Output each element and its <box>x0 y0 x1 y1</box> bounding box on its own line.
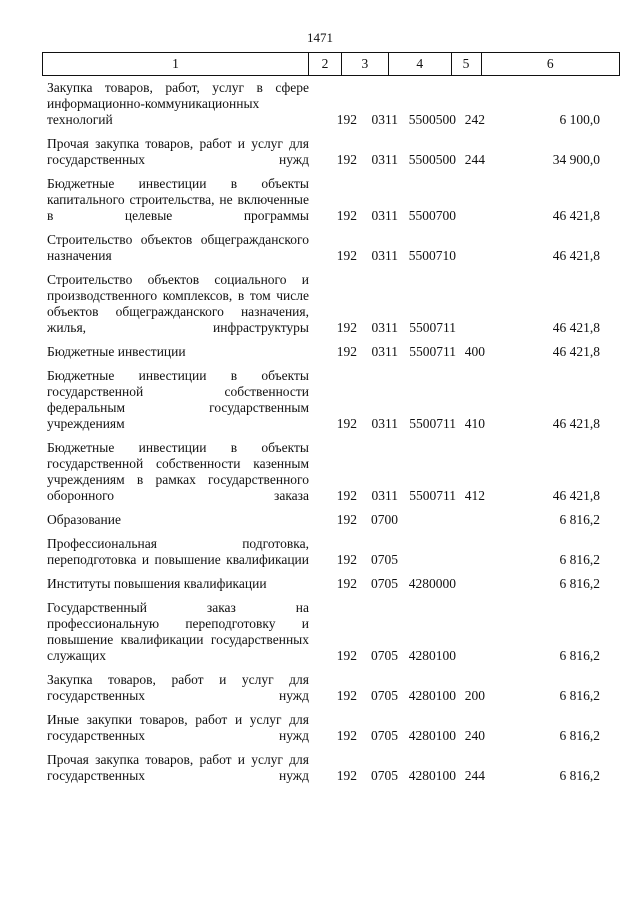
row-col-2: 192 <box>336 416 357 431</box>
table-row <box>47 576 600 592</box>
row-col-2: 192 <box>336 688 357 703</box>
row-col-2: 192 <box>336 768 357 783</box>
row-col-3: 0311 <box>371 152 398 167</box>
row-name: Закупка товаров, работ, услуг в сфере информационно-коммуникационных технологий <box>47 80 309 127</box>
row-col-4: 5500500 <box>408 112 456 127</box>
row-col-3: 0311 <box>371 320 398 335</box>
row-col-6: 46 421,8 <box>552 416 600 431</box>
row-name: Образование <box>47 512 121 527</box>
row-col-6: 34 900,0 <box>552 152 600 167</box>
row-col-5: 240 <box>464 728 485 743</box>
row-col-3: 0311 <box>371 344 398 359</box>
row-col-4: 5500711 <box>409 320 456 335</box>
row-col-2: 192 <box>336 344 357 359</box>
table-body <box>47 80 600 792</box>
row-col-6: 6 816,2 <box>559 768 600 783</box>
table-row <box>47 136 600 168</box>
row-col-6: 6 100,0 <box>559 112 600 127</box>
row-col-2: 192 <box>336 248 357 263</box>
row-col-3: 0311 <box>371 208 398 223</box>
row-col-4: 4280100 <box>408 768 456 783</box>
table-row <box>47 232 600 264</box>
table-row <box>47 536 600 568</box>
row-col-2: 192 <box>336 648 357 663</box>
row-name: Бюджетные инвестиции <box>47 344 186 359</box>
row-name: Прочая закупка товаров, работ и услуг для государственных нужд <box>47 752 309 783</box>
row-col-4: 5500711 <box>409 344 456 359</box>
row-col-3: 0311 <box>371 488 398 503</box>
row-col-5: 400 <box>464 344 485 359</box>
row-col-6: 46 421,8 <box>552 488 600 503</box>
row-col-6: 6 816,2 <box>559 576 600 591</box>
row-col-2: 192 <box>336 576 357 591</box>
row-col-2: 192 <box>336 208 357 223</box>
header-col-6: 6 <box>546 56 554 71</box>
row-col-4: 5500711 <box>409 488 456 503</box>
row-name: Строительство объектов общегражданского назначения <box>47 232 309 263</box>
row-col-3: 0705 <box>371 768 398 783</box>
table-row <box>47 600 600 664</box>
table-row <box>47 512 600 528</box>
row-name: Институты повышения квалификации <box>47 576 267 591</box>
row-col-2: 192 <box>336 488 357 503</box>
table-row <box>47 440 600 504</box>
table-row <box>47 752 600 784</box>
row-col-3: 0705 <box>371 728 398 743</box>
row-name: Профессиональная подготовка, переподготовка и повышение квалификации <box>47 536 309 567</box>
header-col-1: 1 <box>43 53 309 75</box>
row-name: Бюджетные инвестиции в объекты государственной собственности казенным учреждениям в рамках государственного оборонного заказа <box>47 440 309 503</box>
row-name: Прочая закупка товаров, работ и услуг для государственных нужд <box>47 136 309 167</box>
row-col-2: 192 <box>336 320 357 335</box>
table-row <box>47 176 600 224</box>
row-col-5: 244 <box>464 768 485 783</box>
row-col-4: 5500710 <box>408 248 456 263</box>
row-col-5: 242 <box>464 112 485 127</box>
header-col-5: 5 <box>452 53 482 75</box>
row-col-2: 192 <box>336 728 357 743</box>
table-row <box>47 272 600 336</box>
table-row <box>47 344 600 360</box>
row-name: Бюджетные инвестиции в объекты капитального строительства, не включенные в целевые программы <box>47 176 309 223</box>
row-name: Закупка товаров, работ и услуг для государственных нужд <box>47 672 309 703</box>
row-col-6: 46 421,8 <box>552 344 600 359</box>
row-col-3: 0311 <box>371 248 398 263</box>
row-col-4: 4280000 <box>408 576 456 591</box>
row-col-2: 192 <box>336 152 357 167</box>
row-col-3: 0311 <box>371 112 398 127</box>
row-col-2: 192 <box>336 112 357 127</box>
row-col-4: 4280100 <box>408 728 456 743</box>
row-col-6: 6 816,2 <box>559 728 600 743</box>
row-col-6: 6 816,2 <box>559 552 600 567</box>
table-row <box>47 672 600 704</box>
table-row <box>47 80 600 128</box>
row-name: Иные закупки товаров, работ и услуг для государственных нужд <box>47 712 309 743</box>
row-col-3: 0311 <box>371 416 398 431</box>
table-header <box>42 52 620 76</box>
header-col-3: 3 <box>342 53 389 75</box>
row-col-3: 0700 <box>371 512 398 527</box>
row-col-4: 5500700 <box>408 208 456 223</box>
row-name: Государственный заказ на профессиональную переподготовку и повышение квалификации государственных служащих <box>47 600 309 663</box>
table-row <box>47 368 600 432</box>
row-col-6: 6 816,2 <box>559 512 600 527</box>
row-col-2: 192 <box>336 512 357 527</box>
row-col-3: 0705 <box>371 576 398 591</box>
page-number: 1471 <box>307 30 333 45</box>
row-col-6: 46 421,8 <box>552 208 600 223</box>
row-col-5: 410 <box>464 416 485 431</box>
header-col-2: 2 <box>309 53 342 75</box>
row-col-4: 4280100 <box>408 688 456 703</box>
row-col-6: 6 816,2 <box>559 688 600 703</box>
row-col-5: 200 <box>464 688 485 703</box>
row-col-6: 46 421,8 <box>552 320 600 335</box>
header-col-4: 4 <box>389 53 452 75</box>
row-col-5: 412 <box>464 488 485 503</box>
row-name: Строительство объектов социального и производственного комплексов, в том числе объектов общегражданского назначения, жилья, инфраструктуры <box>47 272 309 335</box>
table-row <box>47 712 600 744</box>
row-col-6: 46 421,8 <box>552 248 600 263</box>
row-col-3: 0705 <box>371 552 398 567</box>
row-col-3: 0705 <box>371 648 398 663</box>
row-col-4: 5500500 <box>408 152 456 167</box>
row-name: Бюджетные инвестиции в объекты государственной собственности федеральным государственным учреждениям <box>47 368 309 431</box>
row-col-4: 5500711 <box>409 416 456 431</box>
row-col-4: 4280100 <box>408 648 456 663</box>
row-col-3: 0705 <box>371 688 398 703</box>
row-col-2: 192 <box>336 552 357 567</box>
row-col-5: 244 <box>464 152 485 167</box>
row-col-6: 6 816,2 <box>559 648 600 663</box>
